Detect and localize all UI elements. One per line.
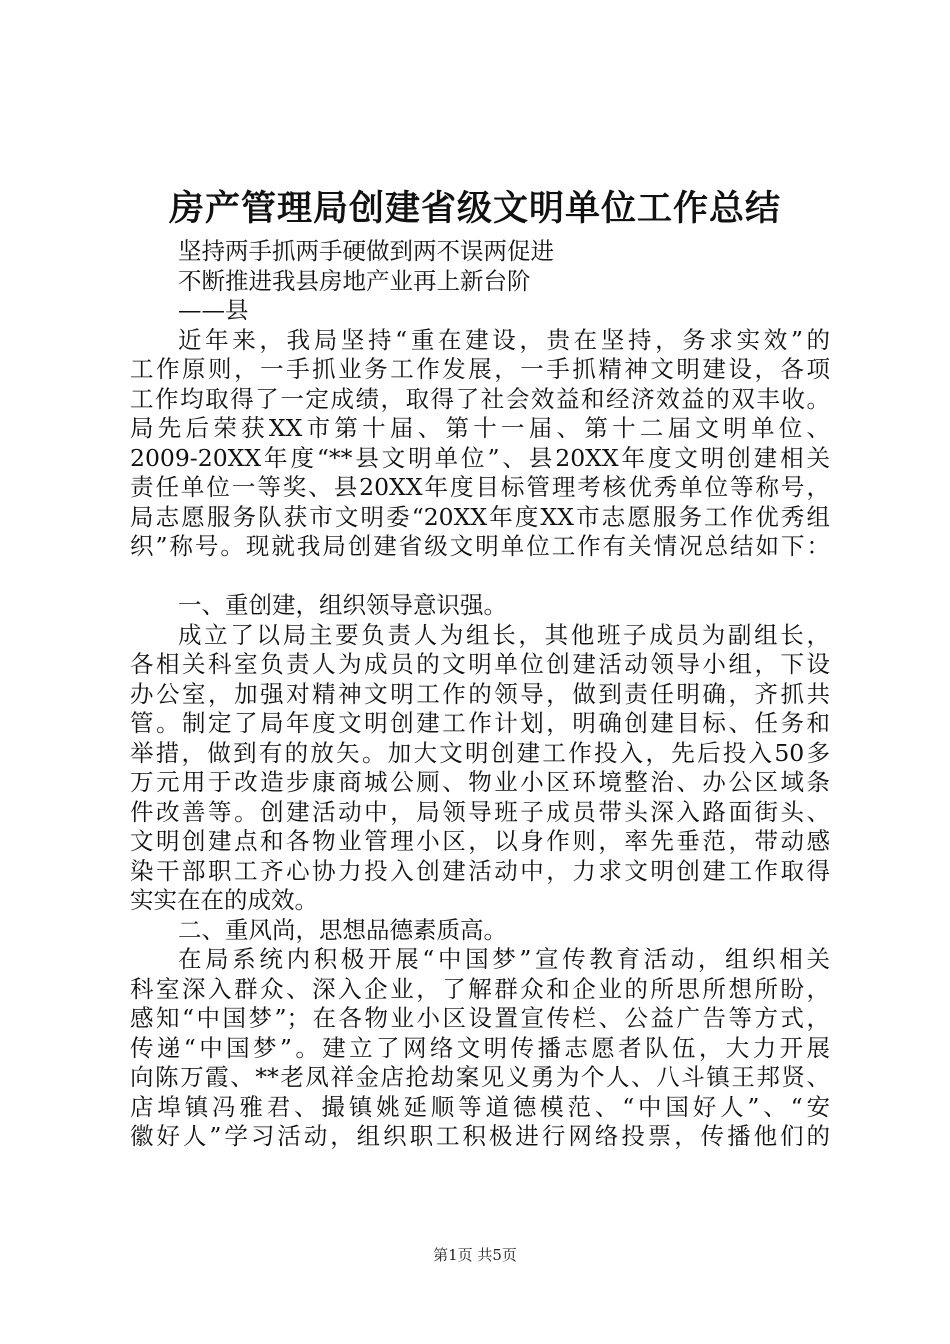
section1-line: 实实在在的成效。 <box>130 886 318 914</box>
section1-line: 办公室，加强对精神文明工作的领导，做到责任明确，齐抓共 <box>130 679 830 708</box>
intro-line: 责任单位一等奖、县20XX年度目标管理考核优秀单位等称号， <box>130 473 830 501</box>
subtitle-line: ——县 <box>178 296 249 324</box>
section2-line: 科室深入群众、深入企业，了解群众和企业的所思所想所盼， <box>130 974 830 1003</box>
subtitle-line: 坚持两手抓两手硬做到两不误两促进 <box>178 237 554 265</box>
paragraph-spacer <box>130 562 830 592</box>
section1-line: 管。制定了局年度文明创建工作计划，明确创建目标、任务和 <box>130 709 830 737</box>
intro-line: 局先后荣获XX市第十届、第十一届、第十二届文明单位、 <box>130 414 830 442</box>
intro-line: 2009-20XX年度“**县文明单位”、县20XX年度文明创建相关 <box>130 443 830 472</box>
section-heading: 二、重风尚，思想品德素质高。 <box>178 915 507 944</box>
intro-line: 局志愿服务队获市文明委“20XX年度XX市志愿服务工作优秀组 <box>130 502 830 531</box>
section1-line: 举措，做到有的放矢。加大文明创建工作投入，先后投入50多 <box>130 738 830 767</box>
section2-line: 店埠镇冯雅君、撮镇姚延顺等道德模范、“中国好人”、“安 <box>130 1092 830 1121</box>
section2-line: 感知“中国梦”；在各物业小区设置宣传栏、公益广告等方式， <box>130 1004 830 1032</box>
section-heading: 一、重创建，组织领导意识强。 <box>178 591 507 619</box>
section2-line: 徽好人”学习活动，组织职工积极进行网络投票，传播他们的 <box>130 1122 830 1150</box>
section2-line: 向陈万霞、**老凤祥金店抢劫案见义勇为个人、八斗镇王邦贤、 <box>130 1063 830 1091</box>
intro-line: 近年来，我局坚持“重在建设，贵在坚持，务求实效”的 <box>178 325 830 354</box>
section2-line: 传递“中国梦”。建立了网络文明传播志愿者队伍，大力开展 <box>130 1033 830 1062</box>
document-title: 房产管理局创建省级文明单位工作总结 <box>168 188 781 229</box>
section2-line: 在局系统内积极开展“中国梦”宣传教育活动，组织相关 <box>178 945 830 973</box>
subtitle-line: 不断推进我县房地产业再上新台阶 <box>178 266 531 295</box>
section1-line: 万元用于改造步康商城公厕、物业小区环境整治、办公区域条 <box>130 768 830 796</box>
section1-line: 染干部职工齐心协力投入创建活动中，力求文明创建工作取得 <box>130 856 830 885</box>
section1-line: 成立了以局主要负责人为组长，其他班子成员为副组长， <box>178 620 830 649</box>
section1-line: 各相关科室负责人为成员的文明单位创建活动领导小组，下设 <box>130 650 830 678</box>
intro-line: 工作均取得了一定成绩，取得了社会效益和经济效益的双丰收。 <box>130 384 830 413</box>
document-body <box>130 237 830 1152</box>
intro-line: 织”称号。现就我局创建省级文明单位工作有关情况总结如下： <box>130 532 830 560</box>
section1-line: 文明创建点和各物业管理小区，以身作则，率先垂范，带动感 <box>130 827 830 855</box>
page-number: 第1页 共5页 <box>433 1246 517 1264</box>
section1-line: 件改善等。创建活动中，局领导班子成员带头深入路面街头、 <box>130 797 830 826</box>
intro-line: 工作原则，一手抓业务工作发展，一手抓精神文明建设，各项 <box>130 355 830 383</box>
